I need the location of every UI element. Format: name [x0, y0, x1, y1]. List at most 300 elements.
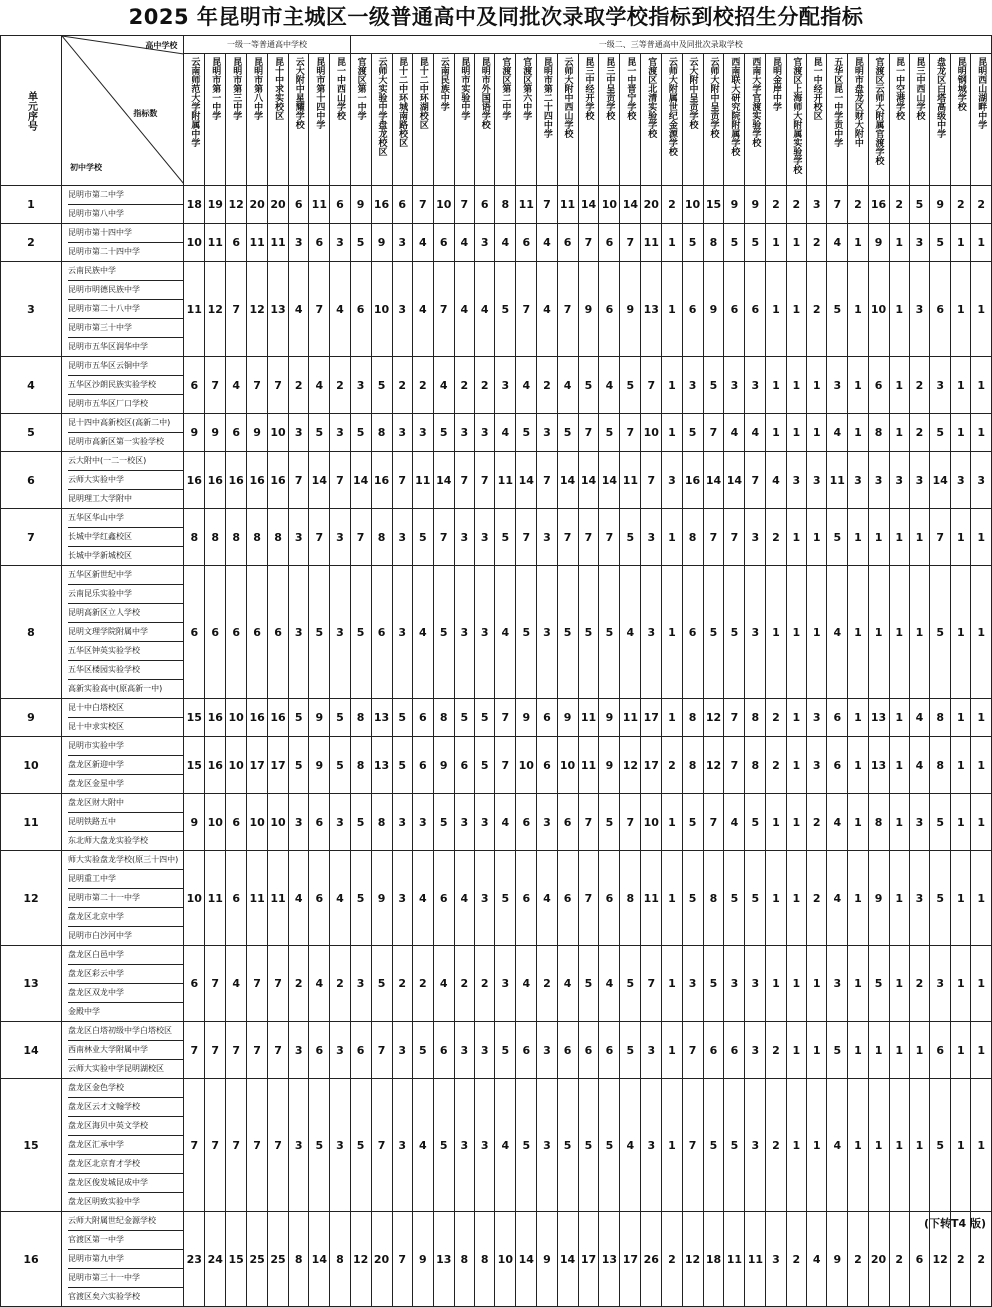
- quota-cell: 9: [205, 414, 226, 452]
- junior-school-name: 昆明市第二中学: [68, 186, 183, 205]
- junior-school-name: 昆明市第二十八中学: [68, 300, 183, 319]
- quota-cell: 2: [909, 414, 929, 452]
- unit-row: [1, 851, 992, 946]
- quota-cell: 7: [268, 357, 289, 414]
- quota-cell: 6: [724, 262, 745, 357]
- school-header: [495, 54, 516, 186]
- quota-cell: 1: [766, 357, 786, 414]
- quota-cell: 12: [930, 1212, 951, 1307]
- quota-cell: 1: [889, 509, 909, 566]
- quota-cell: 1: [971, 1022, 992, 1079]
- school-header: [537, 54, 557, 186]
- school-name: 昆一中经开校区: [811, 57, 822, 120]
- quota-cell: 11: [641, 224, 662, 262]
- school-name: 官渡区第一中学: [355, 57, 366, 120]
- quota-cell: 7: [226, 1079, 247, 1212]
- junior-school-name: 盘龙区明致实验中学: [68, 1197, 140, 1206]
- junior-school-name: 五华区沙朗民族实验学校: [68, 376, 183, 395]
- quota-cell: 2: [289, 357, 309, 414]
- quota-cell: 12: [205, 262, 226, 357]
- quota-cell: 6: [516, 224, 537, 262]
- quota-cell: 6: [226, 224, 247, 262]
- junior-school-name: 师大实验盘龙学校(原三十四中): [68, 851, 183, 870]
- junior-school-name: 盘龙区俊发城昆成中学: [68, 1174, 183, 1193]
- quota-cell: 1: [868, 566, 889, 699]
- quota-cell: 5: [827, 509, 848, 566]
- quota-cell: 6: [724, 1022, 745, 1079]
- quota-cell: 1: [951, 851, 971, 946]
- junior-school-name: 盘龙区白塔初级中学白塔校区: [68, 1022, 183, 1041]
- quota-cell: 23: [184, 1212, 205, 1307]
- junior-school-list: [62, 946, 184, 1022]
- quota-cell: 5: [392, 699, 412, 737]
- quota-cell: 1: [766, 262, 786, 357]
- quota-cell: 6: [350, 1022, 371, 1079]
- quota-cell: 4: [433, 357, 454, 414]
- quota-cell: 5: [433, 794, 454, 851]
- quota-cell: 8: [703, 851, 724, 946]
- school-header: [909, 54, 929, 186]
- quota-cell: 18: [703, 1212, 724, 1307]
- quota-cell: 4: [330, 851, 350, 946]
- quota-cell: 5: [371, 946, 392, 1022]
- quota-cell: 3: [330, 1022, 350, 1079]
- quota-cell: 8: [226, 509, 247, 566]
- junior-school-name: 昆十中白塔校区: [68, 699, 183, 718]
- quota-cell: 1: [786, 851, 806, 946]
- header-group-row: [1, 36, 992, 54]
- quota-cell: 4: [557, 357, 578, 414]
- junior-school-name: 东北师大盘龙实验学校: [68, 836, 148, 845]
- quota-cell: 3: [806, 186, 826, 224]
- junior-school-name: 昆明市实验中学: [68, 737, 183, 756]
- school-header: [184, 54, 205, 186]
- quota-cell: 5: [433, 1079, 454, 1212]
- quota-cell: 4: [827, 566, 848, 699]
- group-tier1-header: 一级一等普通高中学校: [184, 36, 350, 54]
- quota-cell: 1: [971, 262, 992, 357]
- quota-cell: 6: [309, 851, 330, 946]
- junior-school-name: 盘龙区汇承中学: [68, 1136, 183, 1155]
- quota-cell: 9: [724, 186, 745, 224]
- junior-school-list: [62, 224, 184, 262]
- quota-cell: 5: [930, 414, 951, 452]
- quota-cell: 4: [495, 1079, 516, 1212]
- quota-cell: 5: [930, 566, 951, 699]
- school-header: [412, 54, 433, 186]
- quota-cell: 11: [412, 452, 433, 509]
- quota-cell: 4: [909, 699, 929, 737]
- quota-cell: 2: [392, 946, 412, 1022]
- quota-cell: 5: [557, 1079, 578, 1212]
- quota-cell: 5: [350, 414, 371, 452]
- unit-number: 3: [1, 262, 62, 357]
- quota-cell: 5: [868, 946, 889, 1022]
- quota-cell: 1: [951, 224, 971, 262]
- school-name: 昆明市盘龙区财大附中: [852, 57, 863, 147]
- quota-cell: 2: [766, 509, 786, 566]
- quota-cell: 2: [848, 1212, 868, 1307]
- quota-cell: 1: [971, 794, 992, 851]
- quota-cell: 5: [475, 699, 495, 737]
- quota-cell: 5: [930, 1079, 951, 1212]
- quota-cell: 2: [412, 357, 433, 414]
- corner-header: [62, 36, 184, 186]
- quota-cell: 6: [392, 186, 412, 224]
- quota-cell: 4: [827, 794, 848, 851]
- quota-cell: 7: [268, 1079, 289, 1212]
- junior-school-name: 昆明高新区立人学校: [68, 604, 183, 623]
- quota-cell: 3: [392, 509, 412, 566]
- quota-cell: 9: [557, 699, 578, 737]
- junior-school-name: 五华区华山中学: [68, 509, 183, 528]
- quota-cell: 1: [848, 737, 868, 794]
- quota-cell: 3: [909, 452, 929, 509]
- quota-cell: 7: [268, 946, 289, 1022]
- quota-cell: 11: [205, 851, 226, 946]
- school-name: 昆明市第十四中学: [314, 57, 325, 129]
- quota-cell: 7: [537, 452, 557, 509]
- quota-cell: 2: [786, 186, 806, 224]
- quota-cell: 9: [247, 414, 268, 452]
- quota-cell: 6: [930, 1022, 951, 1079]
- school-header: [641, 54, 662, 186]
- quota-cell: 1: [786, 737, 806, 794]
- quota-cell: 4: [454, 262, 474, 357]
- quota-cell: 1: [951, 794, 971, 851]
- junior-school-name: 昆明市第三十一中学: [68, 1269, 183, 1288]
- quota-cell: 1: [766, 794, 786, 851]
- quota-cell: 7: [184, 1022, 205, 1079]
- quota-cell: 4: [620, 566, 641, 699]
- quota-cell: 12: [682, 1212, 703, 1307]
- quota-cell: 3: [392, 566, 412, 699]
- quota-cell: 2: [806, 794, 826, 851]
- quota-cell: 10: [247, 794, 268, 851]
- quota-cell: 1: [971, 1079, 992, 1212]
- quota-cell: 4: [620, 1079, 641, 1212]
- junior-school-name: 五华区钟英实验学校: [68, 642, 183, 661]
- quota-cell: 5: [909, 186, 929, 224]
- quota-cell: 6: [309, 1022, 330, 1079]
- quota-cell: 9: [371, 224, 392, 262]
- school-name: 西南联大研究院附属学校: [729, 57, 740, 156]
- quota-cell: 2: [909, 946, 929, 1022]
- quota-cell: 6: [599, 262, 620, 357]
- quota-cell: 5: [724, 224, 745, 262]
- corner-junior-school-label: 初中学校: [70, 163, 102, 172]
- quota-cell: 3: [454, 414, 474, 452]
- quota-cell: 3: [745, 946, 766, 1022]
- quota-cell: 11: [268, 851, 289, 946]
- junior-school-list: [62, 1212, 184, 1307]
- quota-cell: 8: [868, 794, 889, 851]
- junior-school-name: 昆明文理学院附属中学: [68, 623, 183, 642]
- unit-row: [1, 1022, 992, 1079]
- quota-cell: 5: [433, 566, 454, 699]
- quota-cell: 5: [620, 509, 641, 566]
- quota-cell: 11: [247, 224, 268, 262]
- quota-cell: 3: [909, 794, 929, 851]
- quota-cell: 1: [889, 794, 909, 851]
- quota-cell: 7: [247, 946, 268, 1022]
- quota-cell: 2: [766, 737, 786, 794]
- quota-cell: 9: [745, 186, 766, 224]
- quota-cell: 7: [454, 186, 474, 224]
- quota-cell: 5: [682, 794, 703, 851]
- junior-school-name: 盘龙区财大附中: [68, 794, 183, 813]
- quota-cell: 7: [537, 186, 557, 224]
- quota-cell: 7: [641, 452, 662, 509]
- quota-cell: 1: [909, 509, 929, 566]
- quota-cell: 1: [848, 566, 868, 699]
- quota-cell: 1: [951, 509, 971, 566]
- quota-cell: 5: [309, 414, 330, 452]
- quota-cell: 1: [951, 699, 971, 737]
- quota-cell: 13: [268, 262, 289, 357]
- quota-cell: 5: [745, 794, 766, 851]
- school-header: [930, 54, 951, 186]
- junior-school-name: 长城中学新城校区: [68, 551, 132, 560]
- quota-cell: 3: [475, 224, 495, 262]
- quota-cell: 8: [682, 737, 703, 794]
- quota-cell: 8: [371, 794, 392, 851]
- unit-row: [1, 1079, 992, 1212]
- quota-cell: 3: [724, 946, 745, 1022]
- unit-row: [1, 699, 992, 737]
- quota-cell: 1: [806, 357, 826, 414]
- school-header: [309, 54, 330, 186]
- quota-cell: 1: [786, 1079, 806, 1212]
- quota-cell: 2: [766, 1022, 786, 1079]
- quota-cell: 3: [868, 452, 889, 509]
- quota-cell: 1: [662, 566, 682, 699]
- junior-school-name: 昆明市第八中学: [68, 209, 124, 218]
- quota-cell: 7: [578, 414, 599, 452]
- quota-cell: 2: [662, 1212, 682, 1307]
- quota-cell: 3: [745, 357, 766, 414]
- quota-cell: 1: [848, 794, 868, 851]
- quota-cell: 17: [641, 737, 662, 794]
- quota-cell: 19: [205, 186, 226, 224]
- quota-cell: 6: [745, 262, 766, 357]
- quota-cell: 18: [184, 186, 205, 224]
- quota-cell: 6: [433, 1022, 454, 1079]
- school-name: 云师大实验中学盘龙校区: [376, 57, 387, 156]
- quota-cell: 2: [889, 1212, 909, 1307]
- quota-cell: 5: [454, 699, 474, 737]
- quota-cell: 4: [599, 946, 620, 1022]
- quota-cell: 15: [184, 737, 205, 794]
- quota-cell: 5: [682, 224, 703, 262]
- quota-cell: 7: [578, 851, 599, 946]
- quota-cell: 4: [806, 1212, 826, 1307]
- quota-cell: 4: [412, 262, 433, 357]
- quota-cell: 3: [951, 452, 971, 509]
- school-name: 昆一中晋宁学校: [625, 57, 636, 120]
- quota-cell: 16: [226, 452, 247, 509]
- quota-cell: 12: [703, 699, 724, 737]
- quota-cell: 20: [371, 1212, 392, 1307]
- quota-cell: 10: [495, 1212, 516, 1307]
- quota-cell: 7: [745, 452, 766, 509]
- quota-cell: 6: [226, 851, 247, 946]
- quota-cell: 1: [909, 1079, 929, 1212]
- quota-cell: 9: [599, 737, 620, 794]
- quota-cell: 3: [495, 946, 516, 1022]
- quota-cell: 3: [289, 566, 309, 699]
- quota-cell: 3: [475, 1079, 495, 1212]
- quota-cell: 1: [662, 414, 682, 452]
- quota-cell: 6: [226, 566, 247, 699]
- quota-cell: 1: [662, 699, 682, 737]
- quota-cell: 1: [951, 357, 971, 414]
- quota-cell: 8: [350, 737, 371, 794]
- quota-cell: 9: [350, 186, 371, 224]
- quota-cell: 6: [475, 186, 495, 224]
- quota-cell: 1: [848, 699, 868, 737]
- quota-cell: 1: [848, 509, 868, 566]
- quota-cell: 8: [475, 1212, 495, 1307]
- quota-cell: 12: [350, 1212, 371, 1307]
- junior-school-list: [62, 566, 184, 699]
- quota-cell: 2: [951, 186, 971, 224]
- quota-cell: 5: [724, 1079, 745, 1212]
- quota-cell: 7: [475, 452, 495, 509]
- junior-school-name: 官渡区矣六实验学校: [68, 1292, 140, 1301]
- junior-school-name: 昆明市白沙河中学: [68, 931, 132, 940]
- quota-cell: 3: [454, 566, 474, 699]
- quota-cell: 3: [745, 509, 766, 566]
- quota-cell: 2: [537, 946, 557, 1022]
- junior-school-list: [62, 452, 184, 509]
- quota-cell: 6: [578, 1022, 599, 1079]
- quota-cell: 6: [827, 737, 848, 794]
- school-header: [247, 54, 268, 186]
- quota-cell: 1: [971, 224, 992, 262]
- corner-high-school-label: 高中学校: [145, 41, 178, 50]
- quota-cell: 1: [971, 414, 992, 452]
- quota-cell: 5: [330, 699, 350, 737]
- quota-cell: 8: [289, 1212, 309, 1307]
- quota-cell: 4: [433, 946, 454, 1022]
- quota-cell: 3: [537, 509, 557, 566]
- junior-school-name: 昆明理工大学附中: [68, 494, 132, 503]
- quota-cell: 7: [827, 186, 848, 224]
- school-header: [724, 54, 745, 186]
- quota-cell: 1: [662, 794, 682, 851]
- quota-cell: 4: [330, 262, 350, 357]
- quota-cell: 1: [868, 1022, 889, 1079]
- quota-cell: 3: [682, 946, 703, 1022]
- unit-number: 2: [1, 224, 62, 262]
- quota-cell: 1: [662, 357, 682, 414]
- quota-cell: 6: [433, 851, 454, 946]
- quota-cell: 7: [392, 1212, 412, 1307]
- quota-cell: 3: [350, 357, 371, 414]
- quota-cell: 7: [641, 357, 662, 414]
- quota-cell: 3: [475, 414, 495, 452]
- quota-cell: 10: [184, 224, 205, 262]
- quota-cell: 14: [557, 1212, 578, 1307]
- quota-cell: 1: [662, 262, 682, 357]
- quota-cell: 4: [454, 224, 474, 262]
- quota-cell: 10: [516, 737, 537, 794]
- junior-school-name: 盘龙区海贝中英文学校: [68, 1117, 183, 1136]
- quota-cell: 3: [495, 357, 516, 414]
- quota-cell: 16: [682, 452, 703, 509]
- quota-cell: 5: [350, 1079, 371, 1212]
- quota-cell: 3: [330, 414, 350, 452]
- quota-cell: 1: [786, 794, 806, 851]
- quota-cell: 16: [205, 737, 226, 794]
- quota-cell: 14: [309, 1212, 330, 1307]
- quota-cell: 3: [289, 1079, 309, 1212]
- unit-number: 13: [1, 946, 62, 1022]
- quota-cell: 13: [641, 262, 662, 357]
- quota-cell: 3: [454, 794, 474, 851]
- quota-cell: 16: [205, 452, 226, 509]
- unit-row: [1, 262, 992, 357]
- school-name: 云师大附中西山学校: [562, 57, 573, 138]
- school-header: [889, 54, 909, 186]
- quota-cell: 3: [909, 224, 929, 262]
- quota-cell: 2: [786, 1212, 806, 1307]
- junior-school-name: 盘龙区金星中学: [68, 779, 124, 788]
- quota-cell: 7: [703, 414, 724, 452]
- quota-cell: 4: [495, 566, 516, 699]
- quota-cell: 1: [889, 1022, 909, 1079]
- school-name: 云南民族中学: [438, 57, 449, 111]
- quota-cell: 5: [516, 414, 537, 452]
- junior-school-name: 昆十中求实校区: [68, 722, 124, 731]
- junior-school-name: 云南昆乐实验中学: [68, 585, 183, 604]
- quota-cell: 4: [724, 414, 745, 452]
- junior-school-name: 昆明市五华区厂口学校: [68, 399, 148, 408]
- school-name: 昆十二中环湖校区: [417, 57, 428, 129]
- quota-cell: 7: [516, 262, 537, 357]
- quota-cell: 14: [516, 1212, 537, 1307]
- school-header: [848, 54, 868, 186]
- school-name: 昆十中求实校区: [273, 57, 284, 120]
- quota-cell: 16: [868, 186, 889, 224]
- quota-cell: 3: [641, 566, 662, 699]
- quota-cell: 3: [289, 224, 309, 262]
- quota-cell: 6: [557, 794, 578, 851]
- quota-cell: 5: [433, 414, 454, 452]
- quota-cell: 6: [184, 566, 205, 699]
- school-header: [268, 54, 289, 186]
- junior-school-name: 云大附中(一二一校区): [68, 452, 183, 471]
- quota-cell: 2: [412, 946, 433, 1022]
- quota-cell: 9: [620, 262, 641, 357]
- junior-school-name: 盘龙区金色学校: [68, 1079, 183, 1098]
- quota-cell: 3: [537, 1022, 557, 1079]
- quota-cell: 8: [868, 414, 889, 452]
- quota-cell: 4: [412, 1079, 433, 1212]
- quota-cell: 3: [930, 357, 951, 414]
- quota-cell: 16: [247, 699, 268, 737]
- junior-school-name: 昆明市第二十四中学: [68, 247, 140, 256]
- quota-cell: 3: [806, 737, 826, 794]
- quota-cell: 1: [786, 224, 806, 262]
- quota-cell: 3: [682, 357, 703, 414]
- junior-school-name: 长城中学红鑫校区: [68, 528, 183, 547]
- quota-cell: 4: [827, 1079, 848, 1212]
- junior-school-name: 昆明市第十四中学: [68, 224, 183, 243]
- quota-cell: 1: [786, 262, 806, 357]
- quota-cell: 5: [309, 566, 330, 699]
